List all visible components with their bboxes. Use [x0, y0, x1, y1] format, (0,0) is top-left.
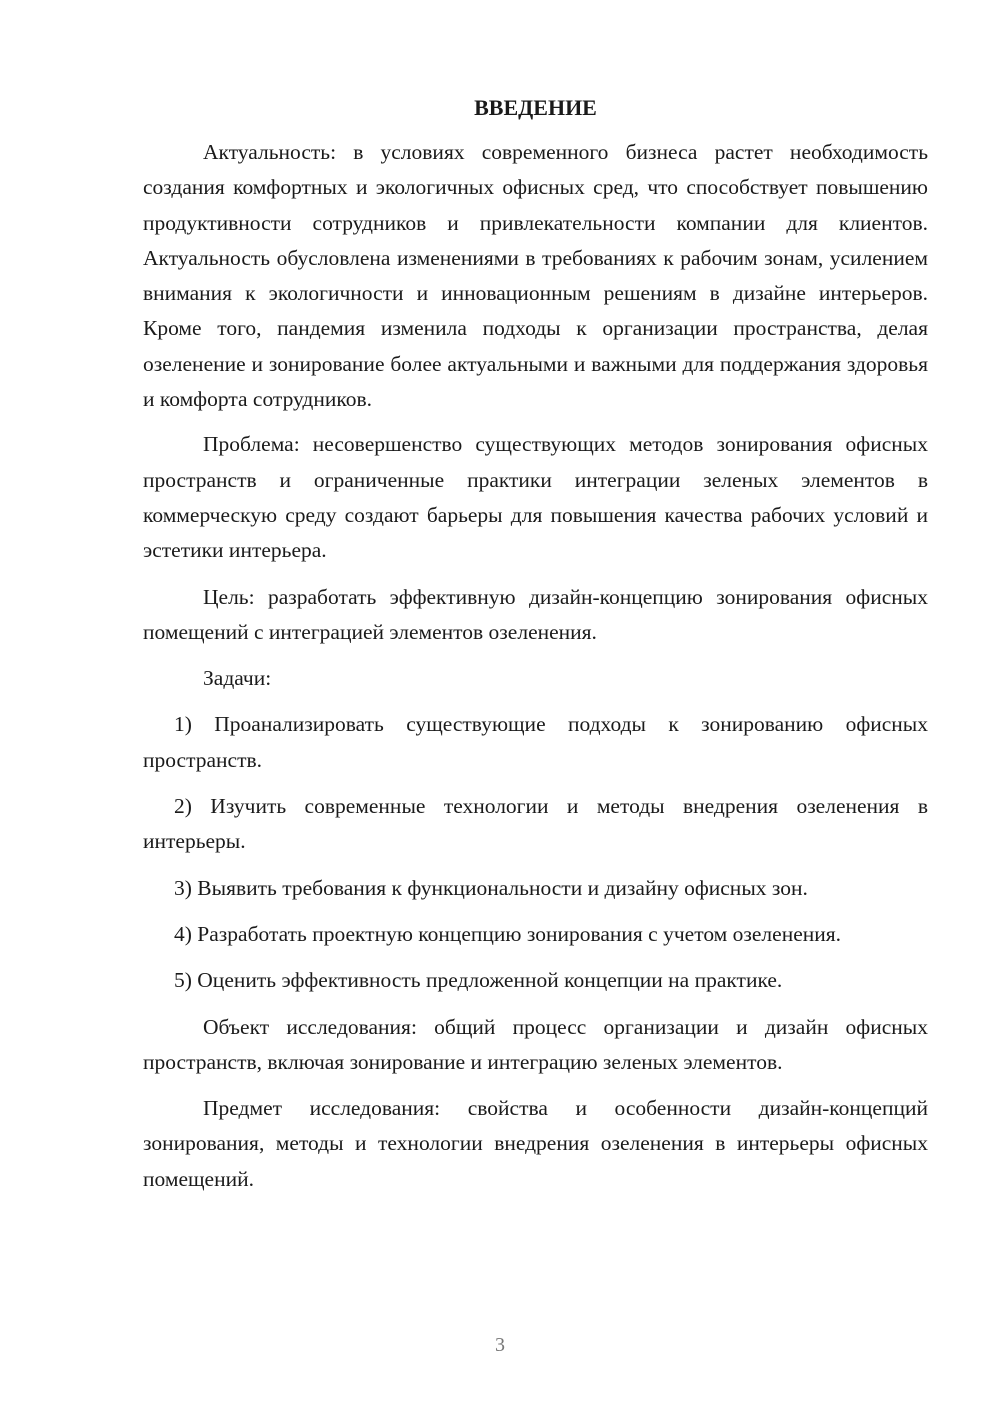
task-item-5: 5) Оценить эффективность предложенной концепции на практике. — [174, 968, 783, 993]
goal-paragraph: Цель: разработать эффективную дизайн-концепцию зонирования офисных помещений с интеграцией элементов озеленения. — [143, 584, 928, 644]
relevance-paragraph: Актуальность: в условиях современного бизнеса растет необходимость создания комфортных и экологичных офисных сред, что способствует повышению продуктивности сотрудников и привлекательности компании для клиентов. Актуальность обусловлена изменениями в требованиях к рабочим зонам, усилением внимания к экологичности и инновационным решениям в дизайне интерьеров. Кроме того, пандемия изменила подходы к организации пространства, делая озеленение и зонирование более актуальными и важными для поддержания здоровья и комфорта сотрудников. — [143, 140, 928, 412]
page-number: 3 — [495, 1334, 505, 1356]
research-subject-paragraph: Предмет исследования: свойства и особенности дизайн-концепций зонирования, методы и технологии внедрения озеленения в интерьеры офисных помещений. — [143, 1096, 928, 1191]
task-item-3: 3) Выявить требования к функциональности и дизайну офисных зон. — [174, 875, 808, 900]
problem-paragraph: Проблема: несовершенство существующих методов зонирования офисных пространств и ограниченные практики интеграции зеленых элементов в коммерческую среду создают барьеры для повышения качества рабочих условий и эстетики интерьера. — [143, 432, 928, 563]
task-item-4: 4) Разработать проектную концепцию зонирования с учетом озеленения. — [174, 921, 842, 946]
task-item-2: 2) Изучить современные технологии и методы внедрения озеленения в интерьеры. — [143, 794, 928, 854]
task-item-1: 1) Проанализировать существующие подходы к зонированию офисных пространств. — [143, 712, 928, 772]
page-title: ВВЕДЕНИЕ — [474, 95, 597, 120]
document-page — [143, 90, 928, 1197]
research-object-paragraph: Объект исследования: общий процесс организации и дизайн офисных пространств, включая зонирование и интеграцию зеленых элементов. — [143, 1014, 928, 1074]
tasks-heading: Задачи: — [203, 666, 272, 691]
